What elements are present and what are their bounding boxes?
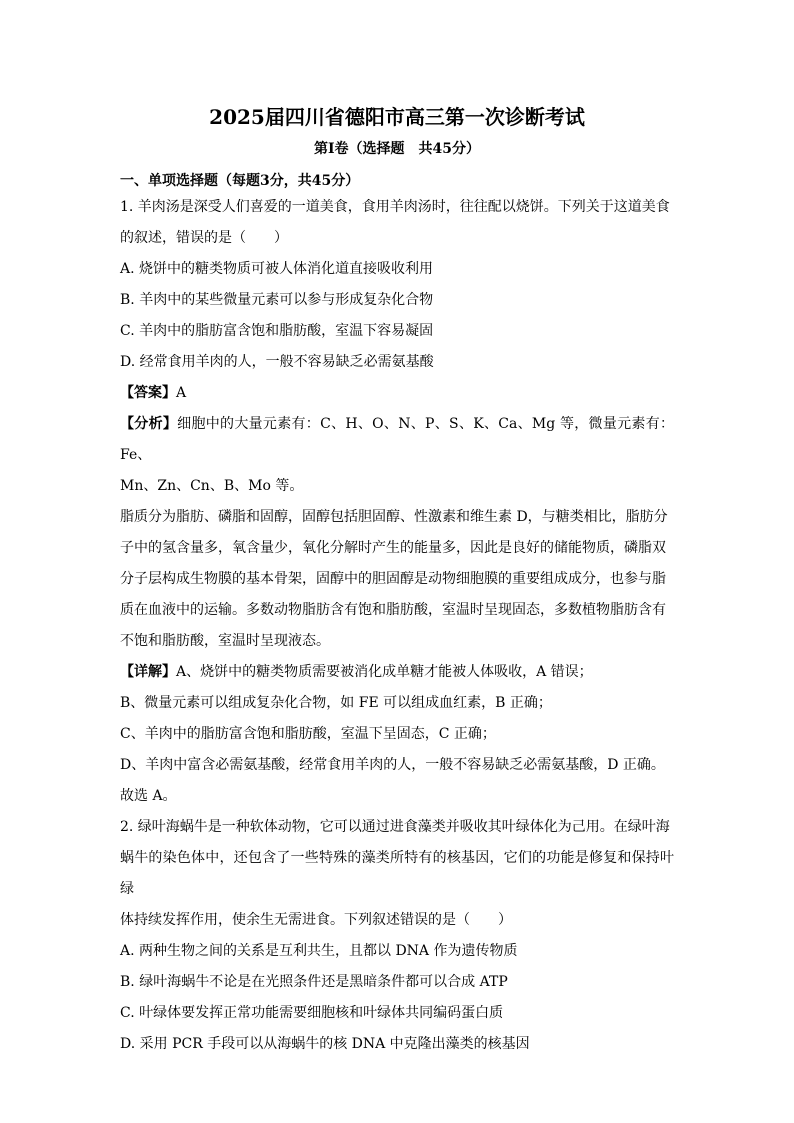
analysis-line: 质在血液中的运输。多数动物脂肪含有饱和脂肪酸，室温时呈现固态，多数植物脂肪含有 bbox=[120, 602, 666, 618]
option-d: D. 采用 PCR 手段可以从海蜗牛的核 DNA 中克隆出藻类的核基因 bbox=[120, 1036, 530, 1052]
analysis-text: 细胞中的大量元素有：C、H、O、N、P、S、K、Ca、Mg 等，微量元素有：Fe、 bbox=[120, 416, 674, 463]
option-d: D. 经常食用羊肉的人，一般不容易缺乏必需氨基酸 bbox=[120, 354, 434, 370]
option-b: B. 绿叶海蜗牛不论是在光照条件还是黑暗条件都可以合成 ATP bbox=[120, 974, 508, 990]
question-stem-line: 2. 绿叶海蜗牛是一种软体动物，它可以通过进食藻类并吸收其叶绿体化为己用。在绿叶海 bbox=[120, 819, 670, 835]
question-stem-line: 1. 羊肉汤是深受人们喜爱的一道美食，食用羊肉汤时，往往配以烧饼。下列关于这道美食 bbox=[120, 199, 670, 215]
question-stem-line: 蜗牛的染色体中，还包含了一些特殊的藻类所特有的核基因，它们的功能是修复和保持叶绿 bbox=[120, 850, 674, 897]
question-stem-line: 的叙述，错误的是（ ） bbox=[120, 230, 288, 246]
detail-line bbox=[120, 657, 674, 688]
detail-line: C、羊肉中的脂肪富含饱和脂肪酸，室温下呈固态，C 正确； bbox=[120, 726, 496, 742]
analysis-line: 分子层构成生物膜的基本骨架，固醇中的胆固醇是动物细胞膜的重要组成成分，也参与脂 bbox=[120, 571, 666, 587]
detail-line: B、微量元素可以组成复杂化合物，如 FE 可以组成血红素，B 正确； bbox=[120, 695, 552, 711]
option-a: A. 烧饼中的糖类物质可被人体消化道直接吸收利用 bbox=[120, 261, 434, 277]
option-b: B. 羊肉中的某些微量元素可以参与形成复杂化合物 bbox=[120, 292, 434, 308]
exam-subtitle: 第Ⅰ卷（选择题 共45分） bbox=[313, 141, 481, 157]
question-2 bbox=[120, 812, 674, 1060]
answer-value: A bbox=[176, 385, 187, 401]
analysis-line bbox=[120, 409, 674, 471]
analysis-line: 脂质分为脂肪、磷脂和固醇，固醇包括胆固醇、性激素和维生素 D，与糖类相比，脂肪分 bbox=[120, 509, 668, 525]
section-heading: 一、单项选择题（每题3分，共45分） bbox=[120, 173, 360, 189]
analysis-line: 子中的氢含量多，氧含量少，氧化分解时产生的能量多，因此是良好的储能物质，磷脂双 bbox=[120, 540, 666, 556]
detail-line: D、羊肉中富含必需氨基酸，经常食用羊肉的人，一般不容易缺乏必需氨基酸，D 正确。 bbox=[120, 757, 665, 773]
option-c: C. 叶绿体要发挥正常功能需要细胞核和叶绿体共同编码蛋白质 bbox=[120, 1005, 504, 1021]
analysis-line: Mn、Zn、Cn、B、Mo 等。 bbox=[120, 478, 304, 494]
option-a: A. 两种生物之间的关系是互利共生，且都以 DNA 作为遗传物质 bbox=[120, 943, 518, 959]
question-stem-line: 体持续发挥作用，使余生无需进食。下列叙述错误的是（ ） bbox=[120, 912, 512, 928]
exam-title: 2025届四川省德阳市高三第一次诊断考试 bbox=[209, 105, 585, 129]
answer-label: 【答案】 bbox=[120, 385, 176, 401]
detail-text: A、烧饼中的糖类物质需要被消化成单糖才能被人体吸收，A 错误； bbox=[176, 664, 593, 680]
detail-label: 【详解】 bbox=[120, 664, 176, 680]
detail-line: 故选 A。 bbox=[120, 788, 177, 804]
analysis-label: 【分析】 bbox=[120, 416, 178, 432]
analysis-line: 不饱和脂肪酸，室温时呈现液态。 bbox=[120, 633, 330, 649]
option-c: C. 羊肉中的脂肪富含饱和脂肪酸，室温下容易凝固 bbox=[120, 323, 434, 339]
answer-line bbox=[120, 378, 674, 409]
question-1 bbox=[120, 192, 674, 812]
